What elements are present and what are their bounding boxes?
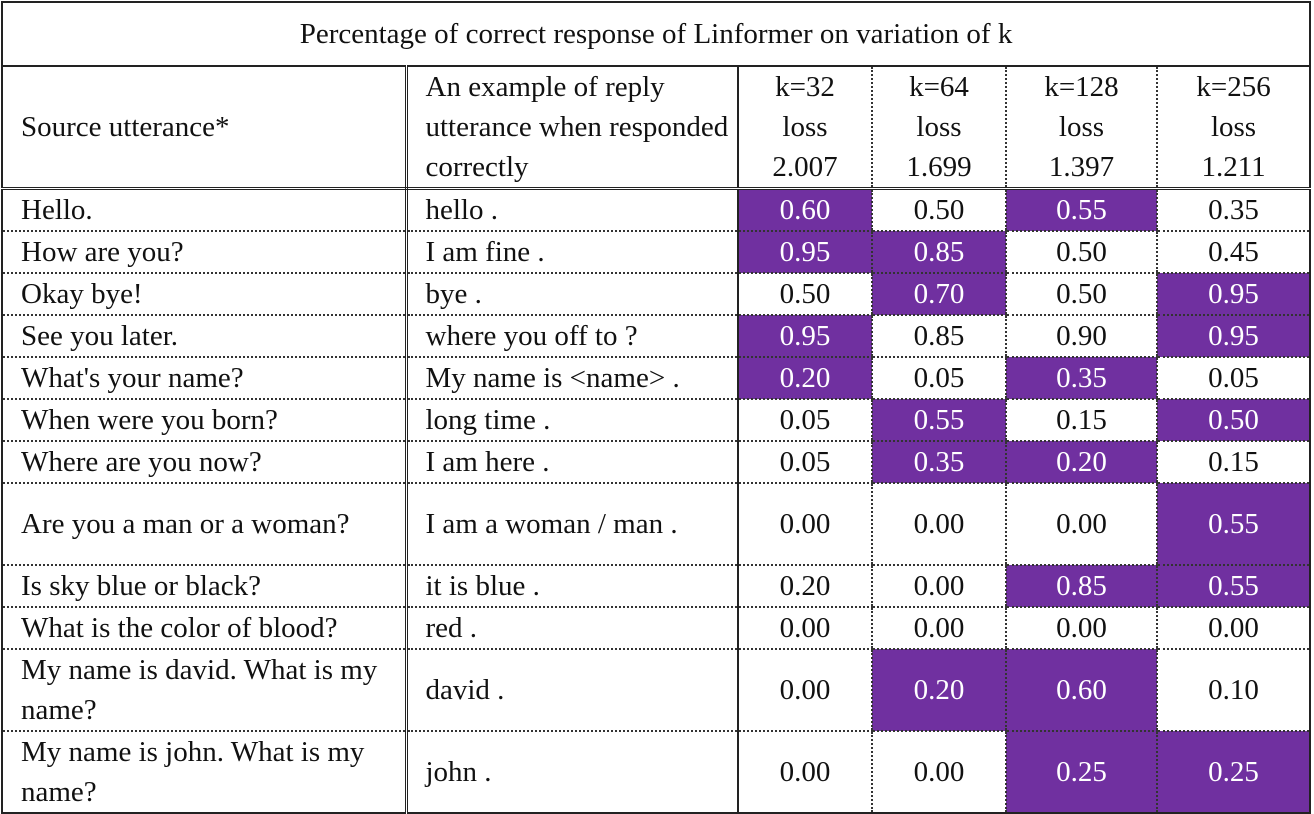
source-utterance-cell: Are you a man or a woman? (2, 483, 406, 565)
value-cell-k32: 0.50 (738, 273, 872, 315)
header-k256-loss: 1.211 (1201, 151, 1266, 183)
reply-utterance-cell: it is blue . (406, 565, 738, 607)
header-k32 (738, 66, 872, 189)
value-cell-k32: 0.00 (779, 756, 831, 788)
source-utterance-cell: See you later. (2, 315, 406, 357)
value-cell-k128: 0.00 (1006, 483, 1157, 565)
value-cell-k64: 0.20 (872, 649, 1006, 731)
value-cell-k64: 0.50 (872, 189, 1006, 232)
value-cell-k256: 0.45 (1157, 231, 1310, 273)
table-row (2, 607, 1310, 649)
header-k256 (1157, 66, 1310, 189)
header-k32-loss: 2.007 (772, 151, 838, 183)
value-cell-k128: 0.50 (1006, 231, 1157, 273)
table-row (2, 399, 1310, 441)
header-k128-loss: 1.397 (1048, 151, 1115, 183)
header-k64-k: k=64 (909, 71, 969, 103)
source-utterance-cell: What's your name? (2, 357, 406, 399)
header-k64-loss-label: loss (916, 111, 962, 143)
source-utterance-cell: How are you? (2, 231, 406, 273)
header-k32-k: k=32 (775, 71, 835, 103)
reply-utterance-cell: john . (406, 731, 738, 813)
value-cell-k128: 0.85 (1006, 565, 1157, 607)
source-utterance-cell: Where are you now? (2, 441, 406, 483)
reply-utterance-cell: hello . (406, 189, 738, 232)
reply-utterance-cell: long time . (406, 399, 738, 441)
value-cell-k64: 0.85 (872, 315, 1006, 357)
table-row (2, 189, 1310, 232)
reply-utterance-cell: red . (406, 607, 738, 649)
value-cell-k32: 0.60 (738, 189, 872, 232)
header-k64 (872, 66, 1006, 189)
value-cell-k64: 0.00 (872, 607, 1006, 649)
value-cell-k32: 0.00 (738, 607, 872, 649)
header-k128-loss-label: loss (1058, 111, 1105, 143)
table-row (2, 357, 1310, 399)
source-utterance-cell: What is the color of blood? (2, 607, 406, 649)
value-cell-k64: 0.35 (872, 441, 1006, 483)
table-row (2, 441, 1310, 483)
reply-utterance-cell: I am a woman / man . (406, 483, 738, 565)
value-cell-k32: 0.00 (738, 483, 872, 565)
value-cell-k128: 0.35 (1006, 357, 1157, 399)
value-cell-k128: 0.60 (1006, 649, 1157, 731)
table-row (2, 273, 1310, 315)
source-utterance-cell: Hello. (2, 189, 406, 232)
value-cell-k256: 0.15 (1157, 441, 1310, 483)
reply-utterance-cell: where you off to ? (406, 315, 738, 357)
table-row (2, 315, 1310, 357)
value-cell-k128: 0.00 (1006, 607, 1157, 649)
value-cell-k64: 0.00 (872, 483, 1006, 565)
value-cell-k64: 0.00 (872, 731, 1006, 813)
value-cell-k64: 0.85 (872, 231, 1006, 273)
value-cell-k256: 0.50 (1157, 399, 1310, 441)
table-row (2, 483, 1310, 565)
header-k32-loss-label: loss (782, 111, 828, 143)
value-cell-k32: 0.95 (738, 315, 872, 357)
header-k256-loss-label: loss (1210, 111, 1257, 143)
value-cell-k256: 0.35 (1157, 189, 1310, 232)
table-title: Percentage of correct response of Linformer on variation of k (2, 2, 1310, 66)
value-cell-k128: 0.50 (1006, 273, 1157, 315)
reply-utterance-cell: david . (406, 649, 738, 731)
value-cell-k128: 0.15 (1006, 399, 1157, 441)
header-k128-k: k=128 (1044, 71, 1119, 103)
value-cell-k64: 0.05 (872, 357, 1006, 399)
header-k64-loss: 1.699 (906, 151, 972, 183)
source-utterance-cell: My name is david. What is my name? (2, 649, 406, 731)
value-cell-k256: 0.95 (1157, 315, 1310, 357)
value-cell-k128: 0.25 (1006, 731, 1157, 813)
value-cell-k32: 0.00 (738, 649, 872, 731)
reply-utterance-cell: I am here . (406, 441, 738, 483)
value-cell-k256: 0.05 (1157, 357, 1310, 399)
value-cell-k32: 0.20 (738, 357, 872, 399)
source-utterance-cell: Okay bye! (2, 273, 406, 315)
value-cell-k64: 0.55 (872, 399, 1006, 441)
value-cell-k64: 0.70 (872, 273, 1006, 315)
header-source: Source utterance* (2, 66, 406, 189)
value-cell-k128: 0.90 (1006, 315, 1157, 357)
value-cell-k32: 0.05 (738, 399, 872, 441)
source-utterance-cell: My name is john. What is my name? (2, 731, 406, 813)
header-k256-k: k=256 (1196, 71, 1271, 103)
reply-utterance-cell: I am fine . (406, 231, 738, 273)
results-table (1, 1, 1311, 814)
header-reply: An example of reply utterance when responded correctly (406, 66, 738, 189)
value-cell-k32: 0.05 (738, 441, 872, 483)
table-row (2, 649, 1310, 731)
value-cell-k32: 0.95 (738, 231, 872, 273)
value-cell-k128: 0.55 (1006, 189, 1157, 232)
value-cell-k32: 0.20 (738, 565, 872, 607)
value-cell-k256: 0.10 (1157, 649, 1310, 731)
table-row (2, 565, 1310, 607)
value-cell-k256: 0.55 (1157, 565, 1310, 607)
value-cell-k256: 0.00 (1157, 607, 1310, 649)
reply-utterance-cell: bye . (406, 273, 738, 315)
table-body (2, 189, 1310, 814)
header-k128 (1006, 66, 1157, 189)
value-cell-k256: 0.95 (1157, 273, 1310, 315)
header-row (2, 66, 1310, 189)
reply-utterance-cell: My name is <name> . (406, 357, 738, 399)
source-utterance-cell: Is sky blue or black? (2, 565, 406, 607)
table-row (2, 231, 1310, 273)
source-utterance-cell: When were you born? (2, 399, 406, 441)
value-cell-k256: 0.25 (1157, 731, 1310, 813)
value-cell-k256: 0.55 (1157, 483, 1310, 565)
table-row (2, 731, 1310, 813)
value-cell-k128: 0.20 (1006, 441, 1157, 483)
value-cell-k64: 0.00 (872, 565, 1006, 607)
